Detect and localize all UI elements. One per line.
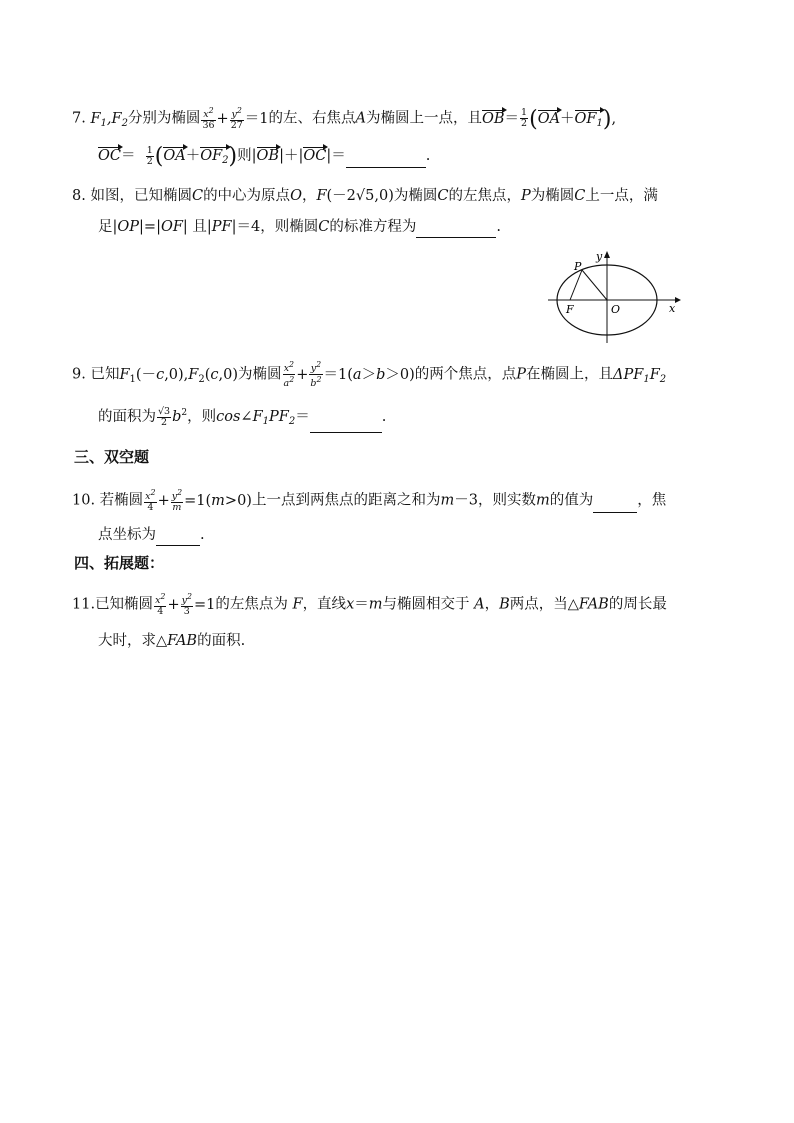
math-cos: $\cos\angle F_1PF_2$ (216, 409, 296, 427)
ellipse-eq-7: $\frac{x^2}{36}$ + $\frac{y^2}{27}$ ＝1 (202, 106, 269, 132)
q9-text-a: 已知 (90, 366, 120, 383)
ellipse-eq-9: $\frac{x^2}{a^2}$ + $\frac{y^2}{b^2}$ ＝1(a＞b＞0) (283, 360, 415, 390)
answer-blank-8[interactable] (416, 221, 496, 238)
q10-text-b: 上一点到两焦点的距离之和为 (251, 492, 441, 509)
q11-text-a: 已知椭圆 (95, 596, 154, 613)
math-area: $\frac{√3}{2}$ $b^2$ (158, 405, 188, 428)
q9-text-f: ，则 (187, 409, 217, 425)
q10-text-f: 点坐标为 (98, 527, 156, 543)
section-title-4: 四、拓展题： (74, 554, 165, 572)
q7-text-c: 为椭圆上一点，且 (366, 110, 482, 127)
q11-text-f: 的周长最 (608, 596, 667, 613)
q9-text-d: 在椭圆上，且 (526, 366, 614, 383)
q10-text-a: 若椭圆 (99, 492, 144, 509)
q8-text-f: 上一点，满 (585, 188, 658, 204)
label-P: P (574, 260, 582, 273)
math-op-of: |OP|=|OF| (112, 219, 188, 235)
q10-text-d: 的值为 (549, 492, 594, 509)
q7-line2: OC＝ $\frac{1}{2}$ $(OA+OF_2)$则|OB|＋|OC|＝ . (98, 144, 431, 169)
answer-blank-10a[interactable] (593, 496, 637, 513)
q8-text-g: 足 (98, 219, 113, 235)
math-f1f2: $F_1,F_2$ (90, 110, 128, 129)
q7-text-eq: ＝ (331, 148, 346, 164)
q11-text-e: 两点，当 (509, 596, 568, 613)
q9-line2: 的面积为 $\frac{√3}{2}$ $b^2$，则$\cos\angle F_1PF_2=$ . (98, 402, 386, 433)
q11-text-c: ，直线 (302, 596, 347, 613)
answer-blank-7[interactable] (346, 151, 426, 168)
vec-eq-ob: OB＝ $\frac{1}{2}$ $(OA+OF_1)$, (482, 106, 617, 132)
q7-line1 (72, 106, 616, 135)
label-F: F (566, 303, 574, 316)
label-x: x (669, 302, 676, 315)
q9-text-b: 为椭圆 (238, 366, 282, 383)
q9-text-e: 的面积为 (98, 409, 156, 425)
q8-text-a: 如图，已知椭圆 (90, 188, 192, 204)
q10-line1: 10. 若椭圆 $\frac{x^2}{4}$ + $\frac{y^2}{m}$ =1(m>0)上一点到两焦点的距离之和为m－3，则实数m的值为 ，焦 (72, 488, 667, 514)
label-y: y (596, 250, 603, 263)
math-triangle: $\Delta PF_1F_2$ (613, 366, 667, 385)
y-axis-arrow (604, 251, 610, 258)
q9-text-c: 的两个焦点，点 (414, 366, 517, 383)
q9-number: 9. (72, 366, 86, 383)
q8-line2: 足|OP|=|OF| 且|PF|＝4，则椭圆C的标准方程为 . (98, 216, 501, 238)
q7-number: 7. (72, 110, 86, 127)
ellipse-eq-10: $\frac{x^2}{4}$ + $\frac{y^2}{m}$ =1(m>0) (145, 488, 252, 514)
q11-text-d: 与椭圆相交于 (382, 596, 470, 613)
q10-number: 10. (72, 492, 96, 509)
ellipse-figure (540, 248, 690, 348)
q8-text-c: 为椭圆 (393, 188, 438, 204)
math-tri-fab-2: △FAB (156, 633, 198, 649)
math-tri-fab: △FAB (567, 596, 609, 613)
x-axis-arrow (675, 297, 681, 303)
q10-text-e: ，焦 (637, 492, 667, 509)
q8-line1: 8. 如图，已知椭圆C的中心为原点O，F(－2√5,0)为椭圆C的左焦点，P为椭圆C上一点，满 (72, 188, 658, 204)
q11-line2 (98, 630, 245, 652)
math-focus: F(－2√5,0) (316, 188, 394, 204)
ellipse-eq-11: $\frac{x^2}{4}$ + $\frac{y^2}{3}$ =1 (155, 592, 216, 618)
q9-line1: 9. 已知$F_1(-c,0),F_2(c,0)$为椭圆 $\frac{x^2}{a^2}$ + $\frac{y^2}{b^2}$ ＝1(a＞b＞0)的两个焦点，点P在椭圆上，且$\Delta PF_1F_2$ (72, 360, 667, 390)
answer-blank-9[interactable] (310, 416, 382, 433)
abs-sum: |OB|＋|OC| (251, 148, 332, 164)
answer-blank-10b[interactable] (156, 529, 200, 546)
q8-text-b: 的中心为原点 (203, 188, 291, 204)
q11-line1: 11.已知椭圆 $\frac{x^2}{4}$ + $\frac{y^2}{3}$ =1的左焦点为 F，直线x＝m与椭圆相交于 A，B两点，当△FAB的周长最 (72, 592, 667, 618)
q10-text-c: ，则实数 (477, 492, 536, 509)
math-foci: $F_1(-c,0),F_2(c,0)$ (119, 366, 239, 385)
q8-text-e: 为椭圆 (530, 188, 575, 204)
q8-text-h: 且 (192, 219, 207, 235)
q10-line2: 点坐标为 . (98, 524, 205, 546)
q7-text-a: 分别为椭圆 (127, 110, 201, 127)
q11-text-b: 的左焦点为 (215, 596, 288, 613)
q11-text-g: 大时，求 (98, 633, 156, 649)
q7-text-b: 的左、右焦点 (268, 110, 356, 127)
q11-text-h: 的面积. (197, 633, 246, 649)
q7-text-then: 则 (237, 148, 252, 164)
q8-number: 8. (72, 188, 86, 204)
math-A: A (355, 110, 366, 127)
label-O: O (611, 303, 621, 316)
q11-number: 11. (72, 596, 96, 613)
q8-text-i: ，则椭圆 (260, 219, 319, 235)
q8-text-d: 的左焦点， (448, 188, 521, 204)
q8-text-j: 的标准方程为 (329, 219, 417, 235)
vec-eq-oc: OC＝ $\frac{1}{2}$ $(OA+OF_2)$ (98, 144, 238, 169)
segment-po (582, 270, 607, 300)
section-title-3: 三、双空题 (74, 448, 150, 466)
math-pf: |PF|＝4 (206, 219, 261, 235)
